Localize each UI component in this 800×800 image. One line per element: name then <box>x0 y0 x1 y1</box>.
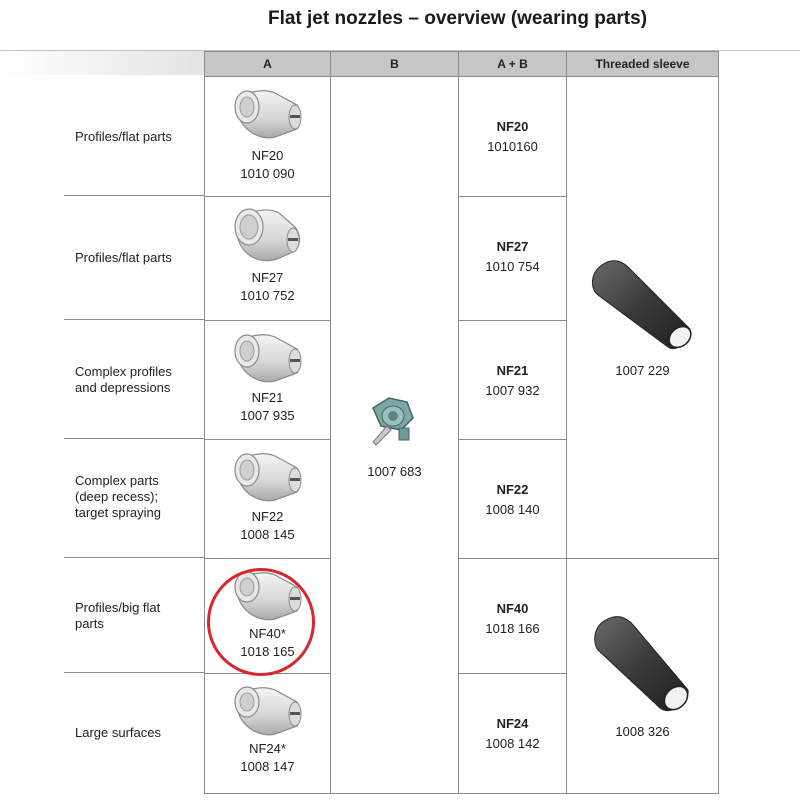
part-ab-number: 1008 140 <box>485 502 540 517</box>
row-divider <box>64 672 204 673</box>
row-divider <box>64 557 204 558</box>
part-ab-number: 1008 142 <box>485 736 540 751</box>
part-ab-cell <box>459 197 567 321</box>
highlight-circle <box>207 568 315 676</box>
part-a-name: NF22 <box>251 509 284 524</box>
part-a-name: NF40* <box>249 626 286 641</box>
part-a-number: 1010 752 <box>240 288 295 303</box>
threaded-sleeve-icon <box>588 704 698 719</box>
part-b-cell <box>331 77 459 794</box>
row-divider <box>64 195 204 196</box>
parts-table <box>204 51 719 794</box>
column-header-ab: A + B <box>459 52 567 77</box>
part-a-name: NF24* <box>249 741 286 756</box>
threaded-sleeve-cell <box>567 559 719 794</box>
column-header-b: B <box>331 52 459 77</box>
part-ab-name: NF40 <box>496 601 529 616</box>
part-a-cell <box>205 321 331 440</box>
part-ab-number: 1010160 <box>487 139 538 154</box>
threaded-sleeve-icon <box>588 343 698 358</box>
part-a-number: 1018 165 <box>240 644 295 659</box>
nozzle-a-icon <box>205 446 330 506</box>
row-label: Complex parts (deep recess); target spraying <box>75 473 161 520</box>
nozzle-a-icon <box>205 680 330 738</box>
row-label: Profiles/flat parts <box>75 129 172 144</box>
threaded-sleeve-number: 1007 229 <box>615 363 670 378</box>
part-a-number: 1008 145 <box>240 527 295 542</box>
part-ab-cell <box>459 559 567 674</box>
part-ab-name: NF21 <box>496 363 529 378</box>
part-ab-number: 1018 166 <box>485 621 540 636</box>
part-ab-cell <box>459 77 567 197</box>
row-divider <box>64 438 204 439</box>
header-band <box>0 51 204 75</box>
part-a-number: 1007 935 <box>240 408 295 423</box>
row-label: Profiles/flat parts <box>75 250 172 265</box>
part-a-name: NF20 <box>251 148 284 163</box>
part-a-cell <box>205 440 331 559</box>
part-a-number: 1010 090 <box>240 166 295 181</box>
column-header-threaded-sleeve: Threaded sleeve <box>567 52 719 77</box>
row-label: Large surfaces <box>75 725 161 740</box>
part-ab-number: 1007 932 <box>485 383 540 398</box>
nozzle-b-icon <box>365 442 425 457</box>
part-a-cell <box>205 197 331 321</box>
threaded-sleeve-number: 1008 326 <box>615 723 670 739</box>
part-a-cell <box>205 77 331 197</box>
part-ab-name: NF24 <box>496 716 529 731</box>
threaded-sleeve-cell <box>567 77 719 559</box>
part-ab-cell <box>459 321 567 440</box>
part-ab-name: NF20 <box>496 119 529 134</box>
part-a-cell <box>205 674 331 794</box>
part-ab-cell <box>459 440 567 559</box>
part-a-number: 1008 147 <box>240 759 295 774</box>
part-ab-cell <box>459 674 567 794</box>
nozzle-a-icon <box>205 83 330 145</box>
nozzle-a-icon <box>205 327 330 387</box>
part-ab-number: 1010 754 <box>485 259 540 274</box>
part-ab-name: NF22 <box>496 482 529 497</box>
part-b-number: 1007 683 <box>367 463 422 479</box>
row-label: Complex profiles and depressions <box>75 364 172 395</box>
part-ab-name: NF27 <box>496 239 529 254</box>
part-a-name: NF27 <box>251 270 284 285</box>
nozzle-a-icon <box>205 203 330 267</box>
row-label: Profiles/big flat parts <box>75 600 161 631</box>
part-a-name: NF21 <box>251 390 284 405</box>
column-header-a: A <box>205 52 331 77</box>
page-title: Flat jet nozzles – overview (wearing parts) <box>267 8 648 29</box>
row-divider <box>64 319 204 320</box>
